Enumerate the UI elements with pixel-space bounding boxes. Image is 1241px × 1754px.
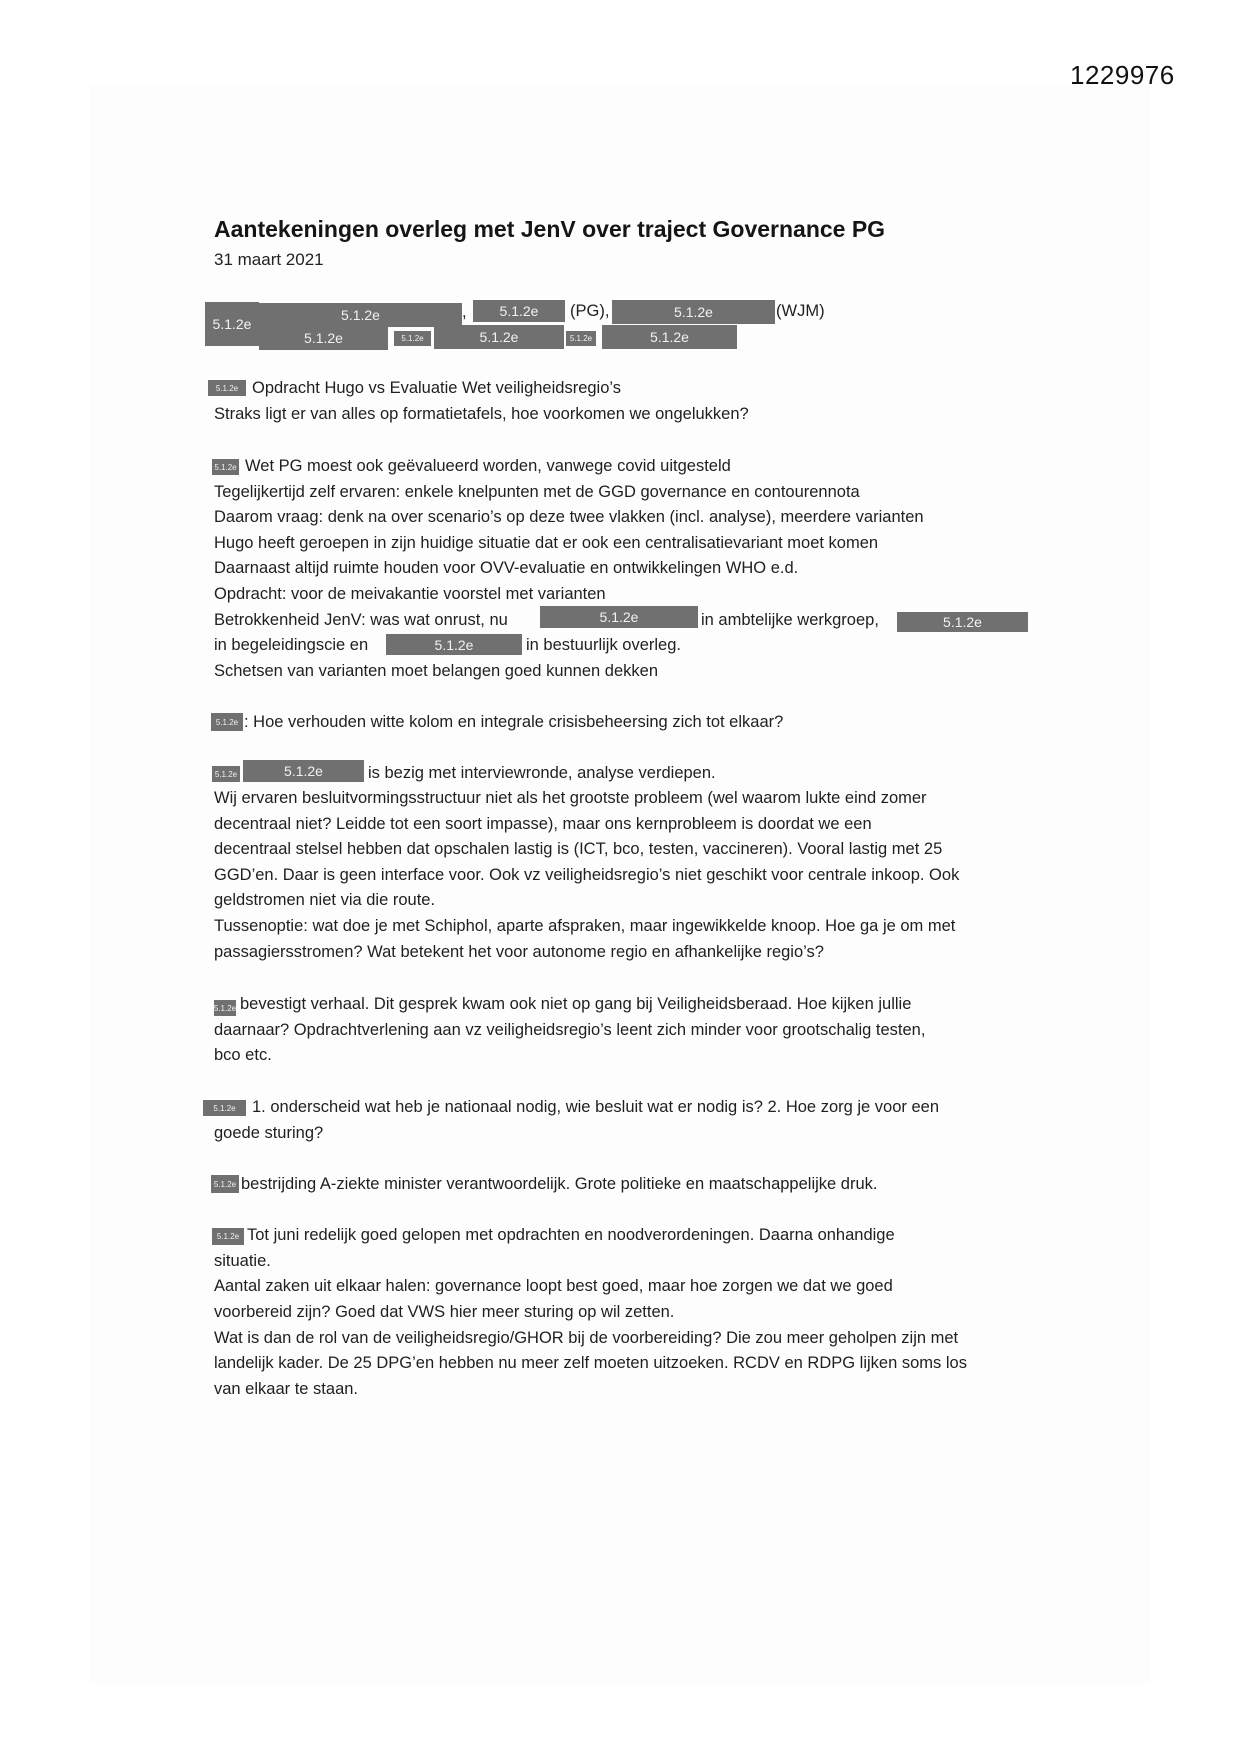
redaction-block	[897, 612, 1028, 632]
redaction-code: 5.1.2e	[434, 636, 474, 653]
redaction-block	[208, 380, 246, 396]
redaction-block	[212, 1228, 244, 1245]
redaction-block	[259, 303, 462, 327]
paragraph-line: is bezig met interviewronde, analyse verdiepen.	[368, 764, 716, 782]
paragraph-line: voorbereid zijn? Goed dat VWS hier meer sturing op wil zetten.	[214, 1303, 675, 1321]
document-date: 31 maart 2021	[214, 250, 324, 269]
paragraph-line: landelijk kader. De 25 DPG’en hebben nu meer zelf moeten uitzoeken. RCDV en RDPG lijken soms los	[214, 1354, 967, 1372]
paragraph-line: Wat is dan de rol van de veiligheidsregio/GHOR bij de voorbereiding? Die zou meer geholpen zijn met	[214, 1329, 959, 1347]
redaction-block	[612, 300, 775, 324]
redaction-block	[540, 606, 698, 628]
paragraph-line: Hugo heeft geroepen in zijn huidige situatie dat er ook een centralisatievariant moet komen	[214, 534, 879, 552]
paragraph-line: bco etc.	[214, 1046, 272, 1064]
paragraph-line: geldstromen niet via die route.	[214, 891, 436, 909]
document-number: 1229976	[1070, 60, 1175, 90]
document-title: Aantekeningen overleg met JenV over traject Governance PG	[214, 216, 886, 242]
redaction-block	[386, 634, 522, 655]
paragraph-line: Daarnaast altijd ruimte houden voor OVV-evaluatie en ontwikkelingen WHO e.d.	[214, 559, 799, 577]
redaction-block	[473, 300, 565, 322]
redaction-block	[243, 760, 364, 782]
redaction-code: 5.1.2e	[213, 1103, 236, 1113]
redaction-code: 5.1.2e	[599, 609, 639, 625]
paragraph-line: bevestigt verhaal. Dit gesprek kwam ook niet op gang bij Veiligheidsberaad. Hoe kijken jullie	[240, 995, 912, 1013]
redaction-block	[434, 325, 564, 349]
paragraph-line: daarnaar? Opdrachtverlening aan vz veiligheidsregio’s leent zich minder voor grootschalig testen,	[214, 1021, 926, 1039]
paragraph-line: GGD’en. Daar is geen interface voor. Ook vz veiligheidsregio’s niet geschikt voor centrale inkoop. Ook	[214, 866, 960, 884]
redaction-block	[394, 331, 431, 346]
redaction-block	[602, 325, 737, 349]
paragraph-line: situatie.	[214, 1252, 271, 1270]
redaction-code: 5.1.2e	[216, 1232, 240, 1241]
attendee-separator: ,	[462, 303, 467, 321]
redaction-code: 5.1.2e	[341, 307, 380, 323]
paragraph-line: passagiersstromen? Wat betekent het voor autonome regio en afhankelijke regio’s?	[214, 943, 824, 961]
redaction-block	[205, 302, 259, 346]
paragraph-line: Opdracht: voor de meivakantie voorstel met varianten	[214, 585, 606, 603]
paragraph-line: in bestuurlijk overleg.	[526, 636, 681, 654]
redaction-block	[212, 459, 239, 475]
paragraph-line: Tot juni redelijk goed gelopen met opdrachten en noodverordeningen. Daarna onhandige	[247, 1226, 895, 1244]
paragraph-line: decentraal stelsel hebben dat opschalen lastig is (ICT, bco, testen, vaccineren). Vooral lastig met 25	[214, 840, 943, 858]
paragraph-line: Wet PG moest ook geëvalueerd worden, vanwege covid uitgesteld	[245, 457, 731, 475]
redaction-code: 5.1.2e	[213, 1179, 237, 1189]
paragraph-line: decentraal niet? Leidde tot een soort impasse), maar ons kernprobleem is doordat we een	[214, 815, 872, 833]
redaction-block	[214, 1000, 236, 1016]
paragraph-line: : Hoe verhouden witte kolom en integrale crisisbeheersing zich tot elkaar?	[244, 713, 784, 731]
redaction-block	[203, 1100, 246, 1116]
paragraph-line: van elkaar te staan.	[214, 1380, 359, 1398]
redaction-code: 5.1.2e	[214, 462, 237, 472]
attendee-wjm: (WJM)	[776, 302, 825, 320]
redaction-code: 5.1.2e	[479, 329, 519, 345]
redaction-code: 5.1.2e	[215, 717, 239, 727]
redaction-code: 5.1.2e	[284, 763, 323, 779]
paragraph-line: in begeleidingscie en	[214, 636, 369, 654]
paragraph-line: Schetsen van varianten moet belangen goed kunnen dekken	[214, 662, 658, 680]
redaction-block	[259, 326, 388, 350]
redaction-block	[211, 713, 243, 731]
redaction-code: 5.1.2e	[213, 1003, 237, 1013]
redaction-block	[566, 331, 596, 346]
paragraph-line: Tegelijkertijd zelf ervaren: enkele knelpunten met de GGD governance en contourennota	[214, 483, 860, 501]
redaction-code: 5.1.2e	[499, 303, 539, 319]
attendee-pg: (PG),	[570, 302, 610, 320]
redaction-code: 5.1.2e	[943, 614, 982, 630]
paragraph-line: Opdracht Hugo vs Evaluatie Wet veiligheidsregio’s	[252, 379, 622, 397]
paragraph-line: Daarom vraag: denk na over scenario’s op deze twee vlakken (incl. analyse), meerdere varianten	[214, 508, 924, 526]
redaction-code: 5.1.2e	[674, 304, 713, 320]
paragraph-line: Wij ervaren besluitvormingsstructuur niet als het grootste probleem (wel waarom lukte eind zomer	[214, 789, 927, 807]
redaction-code: 5.1.2e	[304, 330, 343, 346]
redaction-code: 5.1.2e	[569, 334, 593, 343]
paragraph-line: in ambtelijke werkgroep,	[701, 611, 879, 629]
paragraph-line: Betrokkenheid JenV: was wat onrust, nu	[214, 611, 508, 629]
paragraph-line: Tussenoptie: wat doe je met Schiphol, aparte afspraken, maar ingewikkelde knoop. Hoe ga je om met	[214, 917, 956, 935]
paragraph-line: bestrijding A-ziekte minister verantwoordelijk. Grote politieke en maatschappelijke druk.	[241, 1175, 878, 1193]
redaction-code: 5.1.2e	[215, 383, 239, 393]
redaction-code: 5.1.2e	[401, 334, 424, 343]
paragraph-line: Aantal zaken uit elkaar halen: governance loopt best goed, maar hoe zorgen we dat we goed	[214, 1277, 893, 1295]
redaction-block	[211, 1175, 239, 1193]
paragraph-line: goede sturing?	[214, 1124, 324, 1142]
redaction-code: 5.1.2e	[214, 769, 238, 779]
redaction-block	[212, 766, 240, 782]
paragraph-line: 1. onderscheid wat heb je nationaal nodig, wie besluit wat er nodig is? 2. Hoe zorg je voor een	[252, 1098, 940, 1116]
redaction-code: 5.1.2e	[212, 316, 252, 332]
redaction-code: 5.1.2e	[650, 329, 689, 345]
paragraph-line: Straks ligt er van alles op formatietafels, hoe voorkomen we ongelukken?	[214, 405, 749, 423]
